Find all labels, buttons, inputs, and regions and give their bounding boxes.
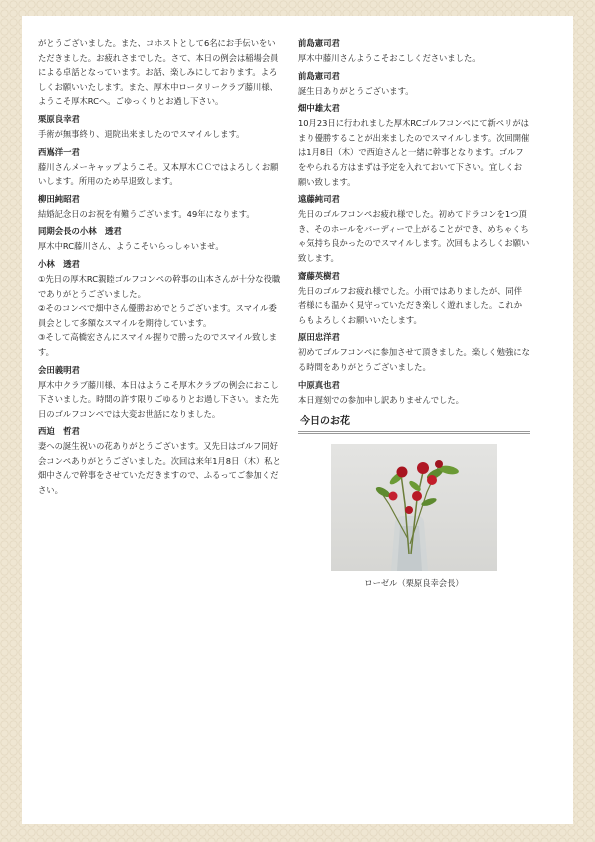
smile-entry [298, 101, 530, 189]
member-name: 同期会長の小林 透君 [38, 226, 122, 237]
smile-entry [38, 363, 282, 422]
smile-entry [38, 224, 282, 254]
smile-entry [298, 192, 530, 265]
right-column [298, 36, 530, 591]
member-name: 畑中雄太君 [298, 103, 340, 114]
newsletter-page [22, 16, 573, 824]
smile-entry [38, 145, 282, 189]
smile-entry [298, 269, 530, 328]
member-message: 結婚記念日のお祝を有難うございます。49年になります。 [38, 208, 255, 219]
member-message: ①先日の厚木RC親睦ゴルフコンペの幹事の山本さんが十分な役職でありがとうございました。 ②そのコンペで畑中さん優勝おめでとうございます。スマイル委員会として多額なスマイルを期待しています。 ③そして高橋宏さんにスマイル握りで勝ったのでスマイル致します。 [38, 273, 281, 357]
smile-entry [298, 330, 530, 374]
member-message: 妻への誕生祝いの花ありがとうございます。又先日はゴルフ同好会コンペありがとうございました。次回は来年1月8日（木）私と畑中さんで幹事をさせていただきますので、ふるってご参加ください。 [38, 441, 281, 496]
member-name: 小林 透君 [38, 258, 80, 269]
roselle-flower-illustration [331, 444, 497, 571]
flower-photo [331, 444, 497, 571]
flower-caption: ローゼル（栗原良幸会長） [364, 578, 464, 589]
smile-entry [38, 257, 282, 360]
flower-section-title: 今日のお花 [298, 415, 530, 434]
smile-entry [38, 192, 282, 222]
member-message: 手術が無事終り、退院出来ましたのでスマイルします。 [38, 128, 245, 139]
smile-entry [298, 378, 530, 408]
member-name: 西嶌洋一君 [38, 146, 80, 157]
member-message: 本日遅刻での参加申し訳ありませんでした。 [298, 394, 464, 405]
member-message: 先日のゴルフお疲れ様でした。小雨ではありましたが、同伴者様にも温かく見守っていただき楽しく遊れました。これからもよろしくお願いいたします。 [298, 285, 523, 325]
smile-entry [298, 69, 530, 99]
member-name: 前島憲司君 [298, 38, 340, 48]
intro-message: がとうございました。また、コホストとして6名にお手伝いをいただきました。お疲れさまでした。さて、本日の例会は稲場会員による卓話となっています。お話、楽しみにしております。よろしくお願いいたします。また、厚木中ロータリークラブ藤川様、ようこそ厚木RCへ。ごゆっくりとお過し下さい。 [38, 38, 279, 107]
smile-entry [38, 112, 282, 142]
member-message: 誕生日ありがとうございます。 [298, 85, 414, 96]
member-message: 厚木中クラブ藤川様、本日はようこそ厚木クラブの例会におこし下さいました。時間の許す限りごゆるりとお過し下さい。また先日のゴルフコンペでは大変お世話になりました。 [38, 379, 279, 419]
member-message: 初めてゴルフコンペに参加させて頂きました。楽しく勉強になる時間をありがとうございました。 [298, 347, 530, 372]
member-name: 齋藤英樹君 [298, 270, 340, 281]
member-name: 会田義明君 [38, 364, 80, 375]
member-name: 柳田純昭君 [38, 193, 80, 204]
member-name: 遠藤純司君 [298, 194, 340, 205]
left-column [38, 36, 282, 498]
smile-entry [298, 36, 530, 66]
smile-entry [38, 424, 282, 497]
member-message: 藤川さんメーキャップようこそ。又本厚木ＣＣではよろしくお願いします。所用のため早退致します。 [38, 161, 279, 187]
member-message: 先日のゴルフコンペお疲れ様でした。初めてドラコンを1つ頂き、そのホールをバーディーで上がることができ、めちゃくちゃ気持ち良かったのでスマイルします。次回もよろしくお願い致します。 [298, 209, 530, 263]
member-message: 厚木中RC藤川さん、ようこそいらっしゃいませ。 [38, 241, 224, 252]
member-message: 厚木中藤川さんようこそおこしくださいました。 [298, 53, 481, 63]
member-name: 西迫 哲君 [38, 426, 80, 437]
member-name: 中原真也君 [298, 379, 340, 390]
member-message: 10月23日に行われました厚木RCゴルフコンペにて新ペリがはまり優勝することが出来ましたのでスマイルします。次回開催は1月8日（木）で西迫さんと一緒に幹事となります。ゴルフをやられる方はまずは予定を入れておいて下さい。宜しくお願い致します。 [298, 118, 530, 187]
member-name: 栗原良幸君 [38, 113, 80, 124]
member-name: 前島憲司君 [298, 70, 340, 81]
member-name: 原田忠洋君 [298, 332, 340, 343]
